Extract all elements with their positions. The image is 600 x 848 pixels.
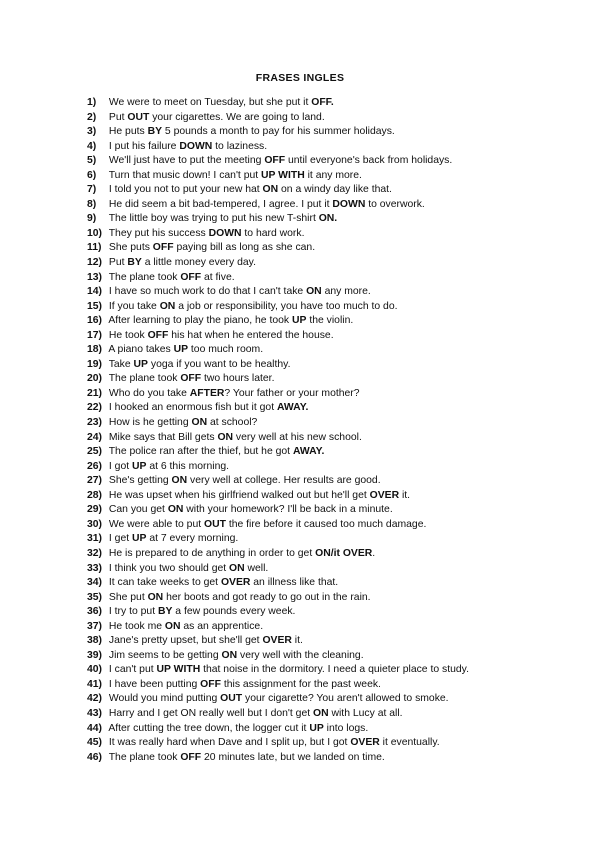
sentence-number: 4) bbox=[87, 140, 97, 152]
phrasal-particle: AWAY. bbox=[276, 402, 309, 414]
sentence-text: on a windy day like that. bbox=[278, 184, 392, 196]
phrasal-particle: ON bbox=[221, 649, 238, 661]
sentence-item bbox=[87, 300, 587, 315]
sentence-text: an illness like that. bbox=[250, 577, 339, 589]
sentence-text: How is he getting bbox=[106, 417, 192, 429]
sentence-text: Mike says that Bill gets bbox=[106, 431, 218, 443]
phrasal-particle: BY bbox=[147, 126, 163, 138]
sentence-text: into logs. bbox=[323, 722, 369, 734]
phrasal-particle: OFF bbox=[200, 678, 221, 690]
phrasal-particle: DOWN bbox=[179, 140, 213, 152]
phrasal-particle: OFF. bbox=[311, 97, 334, 108]
sentence-text: I have been putting bbox=[106, 678, 201, 690]
sentence-number: 44) bbox=[87, 722, 103, 734]
sentence-item bbox=[87, 692, 587, 707]
sentence-number: 16) bbox=[87, 315, 103, 327]
phrasal-particle: UP bbox=[309, 722, 324, 734]
sentence-text: well. bbox=[244, 562, 269, 574]
sentence-item bbox=[87, 678, 587, 693]
sentence-item bbox=[87, 314, 587, 329]
sentence-text: I try to put bbox=[106, 606, 158, 618]
sentence-number: 39) bbox=[87, 649, 103, 661]
sentence-number: 11) bbox=[87, 242, 102, 254]
sentence-item bbox=[87, 736, 587, 751]
sentence-text: The police ran after the thief, but he got bbox=[106, 446, 293, 458]
sentence-text: too much room. bbox=[188, 344, 264, 356]
sentence-number: 7) bbox=[87, 184, 97, 196]
phrasal-particle: AWAY. bbox=[292, 446, 325, 458]
sentence-text: yoga if you want to be healthy. bbox=[147, 358, 291, 370]
sentence-item bbox=[87, 620, 587, 635]
sentence-item bbox=[87, 387, 587, 402]
sentence-number: 9) bbox=[87, 213, 97, 225]
sentence-number: 36) bbox=[87, 606, 103, 618]
sentence-text: his hat when he entered the house. bbox=[168, 329, 334, 341]
sentence-item bbox=[87, 518, 587, 533]
sentence-item bbox=[87, 751, 587, 766]
sentence-number: 32) bbox=[87, 547, 103, 559]
phrasal-particle: UP bbox=[132, 533, 147, 545]
sentence-number: 37) bbox=[87, 620, 103, 632]
sentence-text: They put his success bbox=[106, 227, 209, 239]
phrasal-particle: UP bbox=[292, 315, 307, 327]
sentence-text: Jim seems to be getting bbox=[106, 649, 222, 661]
phrasal-particle: ON/it OVER bbox=[315, 547, 373, 559]
sentence-item bbox=[87, 372, 587, 387]
sentence-text: at school? bbox=[207, 417, 258, 429]
phrasal-particle: ON. bbox=[318, 213, 338, 225]
sentence-text: her boots and got ready to go out in the rain. bbox=[163, 591, 371, 603]
sentence-text: I think you two should get bbox=[106, 562, 230, 574]
sentence-number: 2) bbox=[87, 111, 97, 123]
sentence-item bbox=[87, 503, 587, 518]
sentence-text: He is prepared to de anything in order to get bbox=[106, 547, 316, 559]
sentence-text: to overwork. bbox=[365, 198, 425, 210]
sentence-item bbox=[87, 722, 587, 737]
sentence-text: very well at college. Her results are good. bbox=[187, 475, 381, 487]
sentence-number: 8) bbox=[87, 198, 97, 210]
sentence-text: it eventually. bbox=[379, 737, 440, 749]
sentence-text: this assignment for the past week. bbox=[220, 678, 381, 690]
sentence-text: We were able to put bbox=[106, 518, 204, 530]
sentence-text: He took me bbox=[106, 620, 165, 632]
sentence-item bbox=[87, 343, 587, 358]
sentence-number: 25) bbox=[87, 446, 103, 458]
phrasal-particle: ON bbox=[262, 184, 279, 196]
sentence-item bbox=[87, 212, 587, 227]
sentence-text: as an apprentice. bbox=[180, 620, 264, 632]
phrasal-particle: OUT bbox=[204, 518, 226, 530]
sentence-number: 40) bbox=[87, 664, 103, 676]
sentence-text: any more. bbox=[321, 286, 371, 298]
phrasal-particle: ON bbox=[217, 431, 234, 443]
sentence-number: 30) bbox=[87, 518, 103, 530]
phrasal-particle: OVER bbox=[220, 577, 251, 589]
sentence-item bbox=[87, 474, 587, 489]
sentence-number: 31) bbox=[87, 533, 103, 545]
sentence-number: 22) bbox=[87, 402, 103, 414]
sentence-text: your cigarette? You aren't allowed to smoke. bbox=[242, 693, 449, 705]
sentence-item bbox=[87, 154, 587, 169]
phrasal-particle: BY bbox=[127, 257, 142, 269]
sentence-item bbox=[87, 140, 587, 155]
sentence-number: 26) bbox=[87, 460, 103, 472]
sentence-item bbox=[87, 707, 587, 722]
sentence-text: Put bbox=[106, 111, 128, 123]
sentence-text: The plane took bbox=[106, 373, 181, 385]
sentence-text: The plane took bbox=[106, 751, 181, 763]
sentence-number: 10) bbox=[87, 227, 103, 239]
sentence-text: 5 pounds a month to pay for his summer holidays. bbox=[162, 126, 395, 138]
sentence-number: 27) bbox=[87, 475, 103, 487]
sentence-text: Take bbox=[106, 358, 134, 370]
sentence-text: Would you mind putting bbox=[106, 693, 221, 705]
sentence-number: 15) bbox=[87, 300, 103, 312]
sentence-item bbox=[87, 431, 587, 446]
sentence-text: I put his failure bbox=[106, 140, 180, 152]
phrasal-particle: ON bbox=[191, 417, 208, 429]
sentence-item bbox=[87, 256, 587, 271]
sentence-text: at 7 every morning. bbox=[146, 533, 239, 545]
sentence-number: 3) bbox=[87, 126, 97, 138]
sentence-item bbox=[87, 329, 587, 344]
sentence-text: Put bbox=[106, 257, 128, 269]
phrasal-particle: UP WITH bbox=[261, 169, 305, 181]
sentence-text: Who do you take bbox=[106, 387, 190, 399]
sentence-item bbox=[87, 445, 587, 460]
phrasal-particle: UP WITH bbox=[156, 664, 201, 676]
sentence-text: Jane's pretty upset, but she'll get bbox=[106, 635, 263, 647]
sentence-text: He was upset when his girlfriend walked out but he'll get bbox=[106, 489, 370, 501]
sentence-text: We were to meet on Tuesday, but she put it bbox=[106, 97, 312, 108]
phrasal-particle: OFF bbox=[264, 155, 286, 167]
sentence-item bbox=[87, 271, 587, 286]
phrasal-particle: ON bbox=[313, 707, 329, 719]
sentence-text: I got bbox=[106, 460, 132, 472]
sentence-text: I get bbox=[106, 533, 132, 545]
sentence-text: it. bbox=[399, 489, 411, 501]
sentence-item bbox=[87, 285, 587, 300]
sentence-item bbox=[87, 111, 587, 126]
sentence-text: A piano takes bbox=[106, 344, 174, 356]
sentence-text: He did seem a bit bad-tempered, I agree. I put it bbox=[106, 198, 333, 210]
phrasal-particle: OUT bbox=[220, 693, 243, 705]
phrasal-particle: OFF bbox=[180, 751, 202, 763]
sentence-item bbox=[87, 460, 587, 475]
phrasal-particle: ON bbox=[167, 504, 184, 516]
sentence-item bbox=[87, 649, 587, 664]
sentence-text: with your homework? I'll be back in a minute. bbox=[183, 504, 393, 516]
sentence-item bbox=[87, 605, 587, 620]
sentence-number: 5) bbox=[87, 155, 97, 167]
sentence-text: a little money every day. bbox=[141, 257, 256, 269]
sentence-number: 35) bbox=[87, 591, 103, 603]
sentence-number: 46) bbox=[87, 751, 103, 763]
sentence-number: 34) bbox=[87, 577, 103, 589]
sentence-text: It can take weeks to get bbox=[106, 577, 221, 589]
phrasal-particle: OFF bbox=[147, 329, 169, 341]
sentence-text: He puts bbox=[106, 126, 148, 138]
sentence-item bbox=[87, 562, 587, 577]
sentence-item bbox=[87, 358, 587, 373]
sentence-item bbox=[87, 576, 587, 591]
sentence-item bbox=[87, 241, 587, 256]
phrasal-particle: OFF bbox=[180, 271, 202, 283]
sentence-text: very well with the cleaning. bbox=[237, 649, 364, 661]
sentence-number: 33) bbox=[87, 562, 103, 574]
sentence-item bbox=[87, 125, 587, 140]
phrasal-particle: OVER bbox=[262, 635, 292, 647]
sentence-text: a job or responsibility, you have too much to do. bbox=[175, 300, 398, 312]
sentence-text: two hours later. bbox=[201, 373, 275, 385]
sentence-text: your cigarettes. We are going to land. bbox=[149, 111, 325, 123]
phrasal-particle: ON bbox=[306, 286, 322, 298]
sentence-text: The little boy was trying to put his new T-shirt bbox=[106, 213, 319, 225]
document-title: FRASES INGLES bbox=[255, 72, 345, 84]
sentence-item bbox=[87, 96, 587, 111]
sentence-item bbox=[87, 591, 587, 606]
sentence-item bbox=[87, 401, 587, 416]
phrasal-particle: OUT bbox=[127, 111, 150, 123]
sentence-text: . bbox=[372, 547, 376, 559]
sentence-text: it any more. bbox=[304, 169, 362, 181]
sentence-number: 41) bbox=[87, 678, 103, 690]
sentence-text: Harry and I get ON really well but I don't get bbox=[106, 707, 314, 719]
sentence-item bbox=[87, 183, 587, 198]
sentence-text: at 6 this morning. bbox=[146, 460, 230, 472]
sentence-item bbox=[87, 169, 587, 184]
sentence-number: 19) bbox=[87, 358, 103, 370]
sentence-number: 13) bbox=[87, 271, 103, 283]
sentence-text: 20 minutes late, but we landed on time. bbox=[201, 751, 385, 763]
sentence-text: Can you get bbox=[106, 504, 168, 516]
sentence-text: paying bill as long as she can. bbox=[173, 242, 316, 254]
sentence-text: She puts bbox=[106, 242, 153, 254]
sentence-item bbox=[87, 547, 587, 562]
sentence-text: He took bbox=[106, 329, 148, 341]
phrasal-particle: ON bbox=[147, 591, 164, 603]
phrasal-particle: ON bbox=[159, 300, 176, 312]
sentence-number: 12) bbox=[87, 257, 103, 269]
sentence-text: After cutting the tree down, the logger cut it bbox=[106, 722, 310, 734]
sentence-text: that noise in the dormitory. I need a quieter place to study. bbox=[200, 664, 469, 676]
sentence-number: 38) bbox=[87, 635, 103, 647]
sentence-item bbox=[87, 227, 587, 242]
sentence-text: We'll just have to put the meeting bbox=[106, 155, 265, 167]
sentence-text: the fire before it caused too much damage. bbox=[225, 518, 427, 530]
sentence-text: Turn that music down! I can't put bbox=[106, 169, 262, 181]
sentence-number: 1) bbox=[87, 97, 97, 108]
sentence-text: I have so much work to do that I can't take bbox=[106, 286, 307, 298]
phrasal-particle: OVER bbox=[350, 737, 380, 749]
sentence-text: If you take bbox=[106, 300, 160, 312]
sentence-number: 14) bbox=[87, 286, 103, 298]
sentence-text: to hard work. bbox=[241, 227, 305, 239]
sentence-text: until everyone's back from holidays. bbox=[285, 155, 453, 167]
phrasal-particle: DOWN bbox=[332, 198, 366, 210]
sentence-number: 17) bbox=[87, 329, 103, 341]
sentence-number: 20) bbox=[87, 373, 103, 385]
sentence-text: a few pounds every week. bbox=[172, 606, 296, 618]
sentence-text: at five. bbox=[201, 271, 235, 283]
sentence-number: 21) bbox=[87, 387, 103, 399]
sentence-number: 42) bbox=[87, 693, 103, 705]
sentence-number: 28) bbox=[87, 489, 103, 501]
sentence-number: 18) bbox=[87, 344, 103, 356]
sentence-number: 23) bbox=[87, 417, 103, 429]
phrasal-particle: UP bbox=[133, 358, 148, 370]
phrasal-particle: OFF bbox=[152, 242, 174, 254]
sentence-text: The plane took bbox=[106, 271, 181, 283]
sentence-number: 6) bbox=[87, 169, 97, 181]
sentence-text: After learning to play the piano, he took bbox=[106, 315, 293, 327]
phrasal-particle: UP bbox=[132, 460, 147, 472]
phrasal-particle: OFF bbox=[180, 373, 202, 385]
sentence-text: I can't put bbox=[106, 664, 157, 676]
sentence-list bbox=[87, 96, 587, 765]
sentence-text: It was really hard when Dave and I split up, but I got bbox=[106, 737, 351, 749]
sentence-item bbox=[87, 416, 587, 431]
phrasal-particle: ON bbox=[229, 562, 245, 574]
sentence-text: I told you not to put your new hat bbox=[106, 184, 263, 196]
sentence-text: She put bbox=[106, 591, 148, 603]
sentence-number: 45) bbox=[87, 737, 103, 749]
phrasal-particle: ON bbox=[171, 475, 188, 487]
sentence-item bbox=[87, 198, 587, 213]
phrasal-particle: ON bbox=[164, 620, 181, 632]
sentence-text: I hooked an enormous fish but it got bbox=[106, 402, 277, 414]
sentence-text: with Lucy at all. bbox=[328, 707, 403, 719]
sentence-text: very well at his new school. bbox=[233, 431, 362, 443]
sentence-number: 29) bbox=[87, 504, 103, 516]
sentence-number: 24) bbox=[87, 431, 103, 443]
phrasal-particle: DOWN bbox=[208, 227, 242, 239]
sentence-text: She's getting bbox=[106, 475, 172, 487]
sentence-text: to laziness. bbox=[212, 140, 268, 152]
sentence-text: ? Your father or your mother? bbox=[224, 387, 360, 399]
phrasal-particle: AFTER bbox=[189, 387, 225, 399]
sentence-number: 43) bbox=[87, 707, 103, 719]
phrasal-particle: UP bbox=[173, 344, 189, 356]
phrasal-particle: BY bbox=[157, 606, 173, 618]
sentence-item bbox=[87, 663, 587, 678]
sentence-item bbox=[87, 532, 587, 547]
phrasal-particle: OVER bbox=[369, 489, 400, 501]
sentence-item bbox=[87, 489, 587, 504]
sentence-item bbox=[87, 634, 587, 649]
sentence-text: the violin. bbox=[306, 315, 354, 327]
sentence-text: it. bbox=[291, 635, 303, 647]
